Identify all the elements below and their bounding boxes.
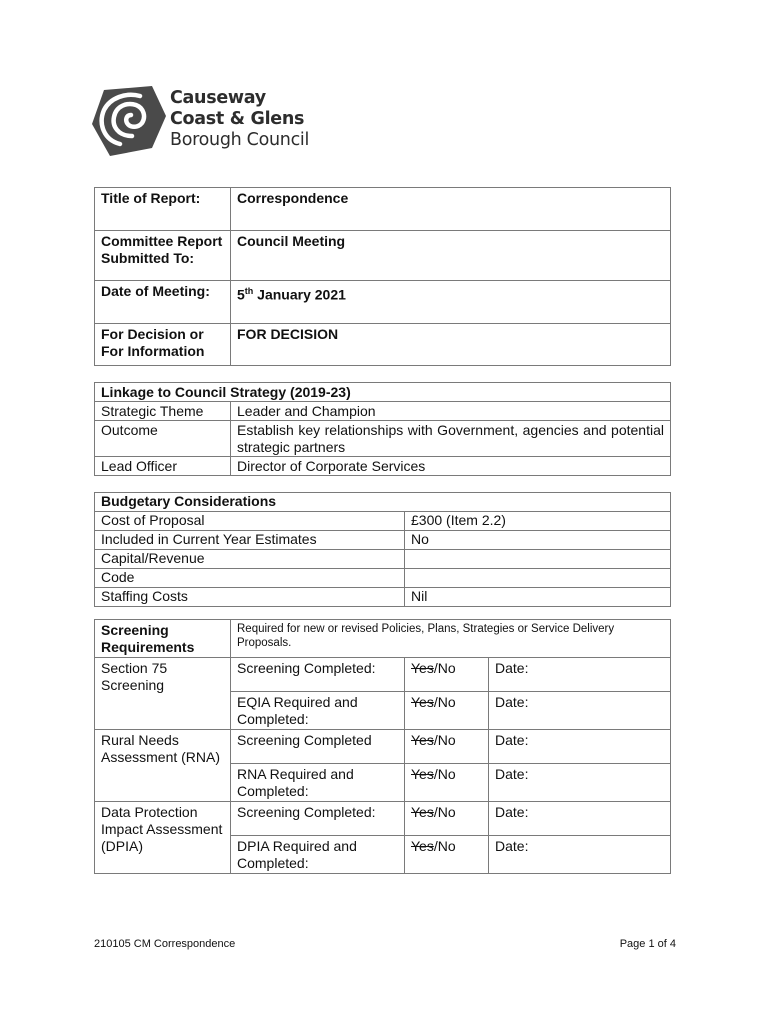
logo-line-2: Coast & Glens bbox=[170, 109, 305, 129]
date-cell: Date: bbox=[489, 802, 671, 836]
officer-label: Lead Officer bbox=[95, 457, 231, 476]
outcome-label: Outcome bbox=[95, 421, 231, 457]
theme-label: Strategic Theme bbox=[95, 402, 231, 421]
date-cell: Date: bbox=[489, 730, 671, 764]
theme-value: Leader and Champion bbox=[231, 402, 671, 421]
table-row bbox=[95, 569, 671, 588]
table-row bbox=[95, 588, 671, 607]
title-label: Title of Report: bbox=[95, 188, 231, 231]
table-row bbox=[95, 531, 671, 550]
yes-no-cell bbox=[405, 802, 489, 836]
budget-row-label: Included in Current Year Estimates bbox=[95, 531, 405, 550]
title-value: Correspondence bbox=[231, 188, 671, 231]
yes-option: Yes bbox=[411, 804, 434, 820]
section75-label: Section 75 Screening bbox=[95, 658, 231, 730]
screening-row-label: Screening Completed: bbox=[231, 802, 405, 836]
date-cell: Date: bbox=[489, 764, 671, 802]
strategy-heading: Linkage to Council Strategy (2019-23) bbox=[95, 383, 671, 402]
strategy-table bbox=[94, 382, 671, 476]
budget-row-label: Staffing Costs bbox=[95, 588, 405, 607]
date-cell: Date: bbox=[489, 692, 671, 730]
table-row bbox=[95, 550, 671, 569]
committee-label: Committee Report Submitted To: bbox=[95, 231, 231, 281]
footer-document-name: 210105 CM Correspondence bbox=[94, 938, 236, 950]
yes-option: Yes bbox=[411, 660, 434, 676]
screening-row-label: DPIA Required and Completed: bbox=[231, 836, 405, 874]
committee-value: Council Meeting bbox=[231, 231, 671, 281]
budget-table bbox=[94, 492, 671, 607]
date-label: Date of Meeting: bbox=[95, 281, 231, 324]
yes-option: Yes bbox=[411, 766, 434, 782]
no-option: /No bbox=[433, 838, 456, 854]
report-header-table bbox=[94, 187, 671, 366]
budget-row-value: £300 (Item 2.2) bbox=[405, 512, 671, 531]
budget-row-value: Nil bbox=[405, 588, 671, 607]
date-cell: Date: bbox=[489, 836, 671, 874]
budget-row-label: Cost of Proposal bbox=[95, 512, 405, 531]
budget-row-value bbox=[405, 569, 671, 588]
screening-row-label: Screening Completed: bbox=[231, 658, 405, 692]
footer-page-number: Page 1 of 4 bbox=[619, 938, 676, 950]
logo-line-1: Causeway bbox=[170, 88, 266, 108]
screening-row-label: RNA Required and Completed: bbox=[231, 764, 405, 802]
no-option: /No bbox=[433, 766, 456, 782]
dpia-label: Data Protection Impact Assessment (DPIA) bbox=[95, 802, 231, 874]
date-value bbox=[231, 281, 671, 324]
council-logo bbox=[92, 86, 322, 158]
screening-table bbox=[94, 619, 671, 874]
decision-label: For Decision or For Information bbox=[95, 324, 231, 366]
rna-label: Rural Needs Assessment (RNA) bbox=[95, 730, 231, 802]
date-day: 5 bbox=[237, 286, 245, 303]
date-suffix: th bbox=[244, 286, 254, 296]
decision-value: FOR DECISION bbox=[231, 324, 671, 366]
screening-row-label: Screening Completed bbox=[231, 730, 405, 764]
no-option: /No bbox=[433, 732, 456, 748]
logo-line-3: Borough Council bbox=[170, 130, 310, 150]
screening-heading: Screening Requirements bbox=[95, 620, 231, 658]
yes-option: Yes bbox=[411, 694, 434, 710]
screening-note: Required for new or revised Policies, Plans, Strategies or Service Delivery Proposals. bbox=[231, 620, 671, 658]
budget-heading: Budgetary Considerations bbox=[95, 493, 671, 512]
yes-no-cell bbox=[405, 764, 489, 802]
budget-row-label: Code bbox=[95, 569, 405, 588]
yes-no-cell bbox=[405, 730, 489, 764]
screening-row-label: EQIA Required and Completed: bbox=[231, 692, 405, 730]
yes-option: Yes bbox=[411, 838, 434, 854]
date-cell: Date: bbox=[489, 658, 671, 692]
no-option: /No bbox=[433, 694, 456, 710]
yes-no-cell bbox=[405, 658, 489, 692]
yes-option: Yes bbox=[411, 732, 434, 748]
officer-value: Director of Corporate Services bbox=[231, 457, 671, 476]
budget-row-value: No bbox=[405, 531, 671, 550]
table-row bbox=[95, 512, 671, 531]
yes-no-cell bbox=[405, 836, 489, 874]
budget-row-label: Capital/Revenue bbox=[95, 550, 405, 569]
yes-no-cell bbox=[405, 692, 489, 730]
swirl-logo-icon bbox=[92, 86, 166, 156]
no-option: /No bbox=[433, 660, 456, 676]
outcome-value: Establish key relationships with Government, agencies and potential strategic partners bbox=[231, 421, 671, 457]
budget-row-value bbox=[405, 550, 671, 569]
no-option: /No bbox=[433, 804, 456, 820]
date-rest: January 2021 bbox=[253, 286, 346, 303]
